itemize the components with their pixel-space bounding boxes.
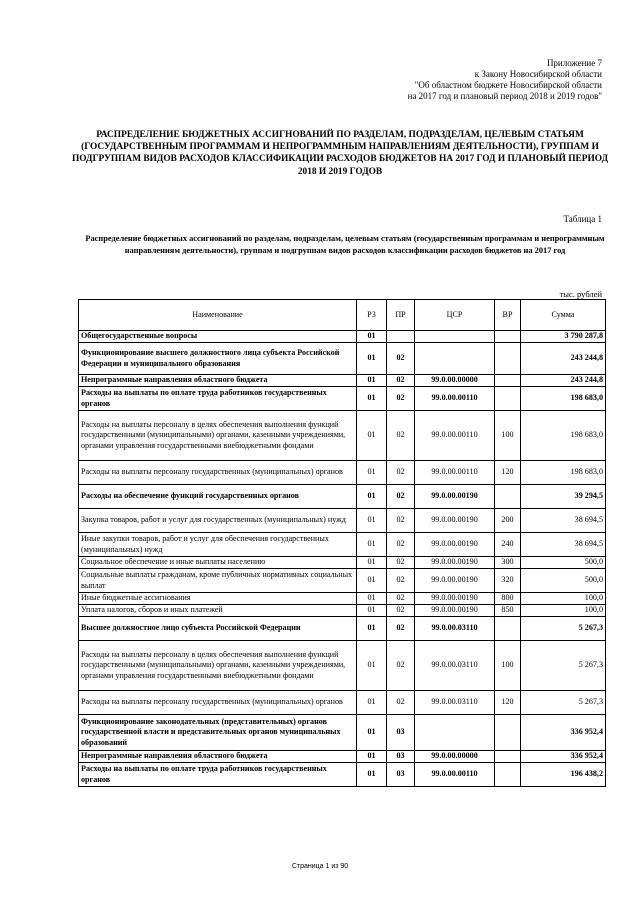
cell-rz: 01 <box>357 509 387 533</box>
cell-sum: 100,0 <box>521 605 606 617</box>
cell-vr <box>495 331 521 343</box>
table-row <box>79 605 606 617</box>
cell-csr: 99.0.00.00190 <box>415 569 495 593</box>
cell-rz: 01 <box>357 715 387 751</box>
cell-csr <box>415 715 495 751</box>
table-row <box>79 691 606 715</box>
cell-rz: 01 <box>357 387 387 411</box>
cell-pr: 03 <box>387 751 415 763</box>
header-sum: Сумма <box>521 300 606 331</box>
appendix-line: к Закону Новосибирской области <box>474 69 602 79</box>
cell-name: Социальные выплаты гражданам, кроме публичных нормативных социальных выплат <box>79 569 357 593</box>
cell-name: Уплата налогов, сборов и иных платежей <box>79 605 357 617</box>
cell-sum: 38 694,5 <box>521 533 606 557</box>
cell-rz: 01 <box>357 375 387 387</box>
cell-csr: 99.0.00.00110 <box>415 387 495 411</box>
cell-name: Расходы на выплаты персоналу государственных (муниципальных) органов <box>79 461 357 485</box>
cell-name: Расходы на обеспечение функций государственных органов <box>79 485 357 509</box>
cell-rz: 01 <box>357 593 387 605</box>
cell-sum: 3 790 287,8 <box>521 331 606 343</box>
table-number: Таблица 1 <box>563 214 602 224</box>
cell-csr: 99.0.00.00110 <box>415 461 495 485</box>
cell-sum: 243 244,8 <box>521 375 606 387</box>
cell-sum: 5 267,3 <box>521 691 606 715</box>
cell-rz: 01 <box>357 485 387 509</box>
table-title: Распределение бюджетных ассигнований по разделам, подразделам, целевым статьям (государственным программам и непрограммным направлениям деятельности), группам и подгруппам видов расходов классификации расходов бюджетов на 2017 год <box>85 234 605 255</box>
table-header-row <box>79 300 606 331</box>
cell-pr: 02 <box>387 641 415 691</box>
cell-vr: 850 <box>495 605 521 617</box>
table-row <box>79 569 606 593</box>
cell-name: Иные закупки товаров, работ и услуг для обеспечения государственных (муниципальных) нужд <box>79 533 357 557</box>
cell-rz: 01 <box>357 605 387 617</box>
table-row <box>79 533 606 557</box>
cell-name: Функционирование высшего должностного лица субъекта Российской Федерации и муниципального образования <box>79 343 357 375</box>
cell-rz: 01 <box>357 691 387 715</box>
cell-name: Высшее должностное лицо субъекта Российской Федерации <box>79 617 357 641</box>
cell-pr: 02 <box>387 691 415 715</box>
budget-table <box>78 299 606 787</box>
cell-vr: 200 <box>495 509 521 533</box>
cell-csr: 99.0.00.03110 <box>415 691 495 715</box>
cell-rz: 01 <box>357 557 387 569</box>
cell-sum: 198 683,0 <box>521 387 606 411</box>
cell-sum: 198 683,0 <box>521 411 606 461</box>
document-title: РАСПРЕДЕЛЕНИЕ БЮДЖЕТНЫХ АССИГНОВАНИЙ ПО РАЗДЕЛАМ, ПОДРАЗДЕЛАМ, ЦЕЛЕВЫМ СТАТЬЯМ (ГОСУДАРСТВЕННЫМ ПРОГРАММАМ И НЕПРОГРАММНЫМ НАПРАВЛЕНИЯМ ДЕЯТЕЛЬНОСТИ), ГРУППАМ И ПОДГРУППАМ ВИДОВ РАСХОДОВ КЛАССИФИКАЦИИ РАСХОДОВ БЮДЖЕТОВ НА 2017 ГОД И ПЛАНОВЫЙ ПЕРИОД 2018 И 2019 ГОДОВ <box>71 130 609 177</box>
cell-vr: 120 <box>495 691 521 715</box>
cell-vr <box>495 763 521 787</box>
cell-name: Расходы на выплаты персоналу государственных (муниципальных) органов <box>79 691 357 715</box>
cell-csr: 99.0.00.00110 <box>415 763 495 787</box>
table-row <box>79 763 606 787</box>
table-row <box>79 751 606 763</box>
cell-rz: 01 <box>357 641 387 691</box>
cell-csr: 99.0.00.00190 <box>415 509 495 533</box>
cell-csr: 99.0.00.00000 <box>415 375 495 387</box>
cell-sum: 39 294,5 <box>521 485 606 509</box>
cell-vr <box>495 375 521 387</box>
cell-name: Закупка товаров, работ и услуг для государственных (муниципальных) нужд <box>79 509 357 533</box>
table-row <box>79 509 606 533</box>
cell-csr: 99.0.00.03110 <box>415 641 495 691</box>
cell-vr <box>495 387 521 411</box>
cell-pr <box>387 331 415 343</box>
header-vr: ВР <box>495 300 521 331</box>
cell-pr: 02 <box>387 605 415 617</box>
cell-rz: 01 <box>357 763 387 787</box>
cell-vr: 320 <box>495 569 521 593</box>
cell-csr: 99.0.00.00190 <box>415 557 495 569</box>
cell-pr: 02 <box>387 569 415 593</box>
cell-vr <box>495 617 521 641</box>
table-row <box>79 375 606 387</box>
table-row <box>79 485 606 509</box>
cell-csr <box>415 331 495 343</box>
cell-csr: 99.0.00.00190 <box>415 593 495 605</box>
appendix-line: Приложение 7 <box>546 58 602 68</box>
page-footer: Страница 1 из 90 <box>291 863 349 870</box>
cell-csr: 99.0.00.00190 <box>415 605 495 617</box>
cell-pr: 02 <box>387 509 415 533</box>
cell-pr: 02 <box>387 617 415 641</box>
cell-sum: 38 694,5 <box>521 509 606 533</box>
cell-pr: 02 <box>387 411 415 461</box>
cell-name: Социальное обеспечение и иные выплаты населению <box>79 557 357 569</box>
cell-name: Расходы на выплаты персоналу в целях обеспечения выполнения функций государственными (муниципальными) органами, казенными учреждениями, органами управления государственными внебюджетными фондами <box>79 411 357 461</box>
cell-name: Расходы на выплаты по оплате труда работников государственных органов <box>79 387 357 411</box>
cell-rz: 01 <box>357 569 387 593</box>
cell-pr: 03 <box>387 763 415 787</box>
cell-csr: 99.0.00.00190 <box>415 533 495 557</box>
cell-rz: 01 <box>357 343 387 375</box>
cell-vr: 300 <box>495 557 521 569</box>
cell-rz: 01 <box>357 461 387 485</box>
cell-name: Расходы на выплаты персоналу в целях обеспечения выполнения функций государственными (муниципальными) органами, казенными учреждениями, органами управления государственными внебюджетными фондами <box>79 641 357 691</box>
cell-sum: 196 438,2 <box>521 763 606 787</box>
cell-sum: 243 244,8 <box>521 343 606 375</box>
cell-csr: 99.0.00.00000 <box>415 751 495 763</box>
appendix-header <box>222 58 602 102</box>
table-row <box>79 617 606 641</box>
cell-sum: 100,0 <box>521 593 606 605</box>
cell-sum: 198 683,0 <box>521 461 606 485</box>
cell-vr: 100 <box>495 411 521 461</box>
cell-pr: 02 <box>387 557 415 569</box>
cell-vr <box>495 751 521 763</box>
cell-pr: 02 <box>387 485 415 509</box>
units-label: тыс. рублей <box>559 289 602 299</box>
table-body <box>79 331 606 787</box>
cell-csr: 99.0.00.03110 <box>415 617 495 641</box>
cell-csr <box>415 343 495 375</box>
cell-name: Непрограммные направления областного бюджета <box>79 375 357 387</box>
header-csr: ЦСР <box>415 300 495 331</box>
cell-name: Непрограммные направления областного бюджета <box>79 751 357 763</box>
table-row <box>79 387 606 411</box>
table-row <box>79 557 606 569</box>
appendix-line: "Об областном бюджете Новосибирской области <box>414 80 602 90</box>
cell-rz: 01 <box>357 617 387 641</box>
header-pr: ПР <box>387 300 415 331</box>
cell-sum: 336 952,4 <box>521 751 606 763</box>
table-row <box>79 593 606 605</box>
cell-sum: 336 952,4 <box>521 715 606 751</box>
appendix-line: на 2017 год и плановый период 2018 и 2019 годов" <box>407 91 602 101</box>
cell-name: Функционирование законодательных (представительных) органов государственной власти и представительных органов муниципальных образований <box>79 715 357 751</box>
cell-name: Общегосударственные вопросы <box>79 331 357 343</box>
cell-pr: 03 <box>387 715 415 751</box>
cell-csr: 99.0.00.00110 <box>415 411 495 461</box>
cell-vr: 800 <box>495 593 521 605</box>
header-name: Наименование <box>79 300 357 331</box>
cell-pr: 02 <box>387 387 415 411</box>
cell-pr: 02 <box>387 461 415 485</box>
cell-sum: 500,0 <box>521 569 606 593</box>
cell-rz: 01 <box>357 411 387 461</box>
cell-rz: 01 <box>357 533 387 557</box>
cell-sum: 5 267,3 <box>521 617 606 641</box>
cell-rz: 01 <box>357 751 387 763</box>
table-row <box>79 411 606 461</box>
cell-vr <box>495 343 521 375</box>
table-row <box>79 641 606 691</box>
cell-rz: 01 <box>357 331 387 343</box>
cell-name: Иные бюджетные ассигнования <box>79 593 357 605</box>
header-rz: РЗ <box>357 300 387 331</box>
cell-sum: 500,0 <box>521 557 606 569</box>
table-row <box>79 715 606 751</box>
cell-pr: 02 <box>387 343 415 375</box>
cell-pr: 02 <box>387 533 415 557</box>
cell-vr <box>495 715 521 751</box>
table-row <box>79 343 606 375</box>
cell-vr <box>495 485 521 509</box>
table-row <box>79 461 606 485</box>
cell-name: Расходы на выплаты по оплате труда работников государственных органов <box>79 763 357 787</box>
table-row <box>79 331 606 343</box>
cell-vr: 100 <box>495 641 521 691</box>
cell-pr: 02 <box>387 375 415 387</box>
cell-vr: 240 <box>495 533 521 557</box>
cell-vr: 120 <box>495 461 521 485</box>
cell-sum: 5 267,3 <box>521 641 606 691</box>
cell-pr: 02 <box>387 593 415 605</box>
cell-csr: 99.0.00.00190 <box>415 485 495 509</box>
